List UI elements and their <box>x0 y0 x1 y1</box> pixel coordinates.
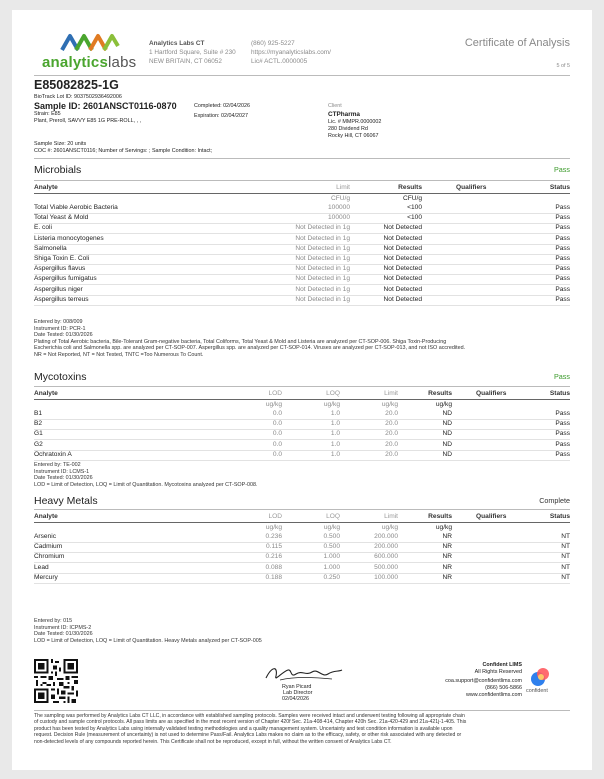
lab-website-link[interactable]: https://myanalyticslabs.com/ <box>251 49 331 56</box>
heavy-metals-unit-loq: ug/kg <box>323 524 340 531</box>
table-row-divider <box>34 542 570 543</box>
heavy-metal-analyte: Cadmium <box>34 543 63 551</box>
microbials-note: Escherichia coli and Salmonella spp. are analyzed per CT-SOP-007. Aspergillus spp. are analyzed per CT-SOP-014. Viruses are analyzed per CT-SOP-013, and not ISO accredited. <box>34 345 466 351</box>
mycotoxins-unit-results: ug/kg <box>435 401 452 408</box>
heavy-metal-analyte: Lead <box>34 563 49 571</box>
heavy-metal-limit: 100.000 <box>374 573 398 581</box>
microbials-unit-results: CFU/g <box>402 195 422 202</box>
mycotoxins-unit-lod: ug/kg <box>265 401 282 408</box>
table-row-divider <box>34 583 570 584</box>
mycotoxins-col-loq: LOQ <box>326 390 340 397</box>
table-row-divider <box>34 460 570 461</box>
microbials-col-qualifiers: Qualifiers <box>456 184 487 191</box>
lab-phone: (860) 925-5227 <box>251 40 295 47</box>
completed-date: Completed: 02/04/2026 <box>194 103 251 109</box>
table-row-divider <box>34 213 570 214</box>
microbials-header-rule <box>34 193 570 194</box>
coc-info: COC #: 2601ANSCT0116; Number of Servings: ; Sample Condition: Intact; <box>34 148 213 154</box>
client-address-line2: Rocky Hill, CT 06067 <box>328 133 379 139</box>
document-title: Certificate of Analysis <box>464 37 570 49</box>
table-row-divider <box>34 429 570 430</box>
confident-logo-text: confident <box>526 688 548 694</box>
microbial-limit: 100000 <box>327 214 350 222</box>
heavy-metals-col-qualifiers: Qualifiers <box>476 513 507 520</box>
header-divider <box>34 75 570 76</box>
lims-rights: All Rights Reserved <box>474 669 522 675</box>
microbial-result: Not Detected <box>383 285 422 293</box>
mycotoxin-analyte: B1 <box>34 410 43 417</box>
mycotoxin-limit: 20.0 <box>385 420 398 428</box>
heavy-metal-status: NT <box>561 543 570 551</box>
mycotoxins-note: Instrument ID: LCMS-1 <box>34 468 90 475</box>
lab-name: Analytics Labs CT <box>149 40 205 47</box>
heavy-metals-note: LOD = Limit of Detection, LOQ = Limit of Quantitation. Heavy Metals analyzed per CT-SOP-005 <box>34 637 262 644</box>
microbial-analyte: Aspergillus terreus <box>34 295 89 303</box>
microbials-note: Plating of Total Aerobic bacteria, Bile-Tolerant Gram-negative bacteria, Total Coliforms, Total Yeast & Mold and Listeria are analyzed per CT-SOP-006. Shiga Toxin-Producing <box>34 338 447 345</box>
mycotoxin-limit: 20.0 <box>385 450 398 458</box>
microbial-analyte: Listeria monocytogenes <box>34 234 104 242</box>
heavy-metal-status: NT <box>561 533 570 540</box>
heavy-metals-note: Instrument ID: ICPMS-2 <box>34 624 92 631</box>
mycotoxin-loq: 1.0 <box>330 420 340 428</box>
lab-address-line2: NEW BRITAIN, CT 06052 <box>149 58 222 65</box>
mycotoxin-analyte: B2 <box>34 420 43 428</box>
heavy-metals-note: Date Tested: 01/30/2026 <box>34 631 93 637</box>
mycotoxins-col-qualifiers: Qualifiers <box>476 390 507 397</box>
microbial-limit: Not Detected in 1g <box>295 224 350 232</box>
mycotoxins-title: Mycotoxins <box>34 371 87 383</box>
mycotoxins-header-rule <box>34 399 570 400</box>
footer-line: of custody and sample control protocols. All pass limits are as specified in the most recent version of Chapter 420f Sec. 21a-408-414, Chapter 420h Sec. 21a-420-429 and 21a-421j-1-405. This <box>34 719 467 726</box>
microbial-analyte: Aspergillus flavus <box>34 265 86 273</box>
mycotoxin-result: ND <box>442 430 452 438</box>
mycotoxins-col-lod: LOD <box>268 390 282 397</box>
mycotoxins-col-analyte: Analyte <box>34 390 58 397</box>
microbials-title-rule <box>34 180 570 181</box>
heavy-metal-result: NR <box>442 543 452 551</box>
microbials-unit-limit: CFU/g <box>330 195 350 202</box>
footer-line: request. Decision Rule (measurement of uncertainty) is not used to determine Pass/Fail. Analytics Labs makes no claim as to the efficacy, safety, or other risk associated with any detected or <box>34 732 462 739</box>
microbial-status: Pass <box>555 204 570 211</box>
microbial-analyte: Total Yeast & Mold <box>34 214 89 222</box>
mycotoxin-status: Pass <box>555 450 570 458</box>
mycotoxin-limit: 20.0 <box>385 430 398 438</box>
heavy-metal-loq: 0.500 <box>323 533 340 540</box>
sample-id-title: E85082825-1G <box>34 78 119 92</box>
heavy-metal-limit: 200.000 <box>374 533 398 540</box>
microbial-result: Not Detected <box>383 275 422 283</box>
mycotoxin-status: Pass <box>555 410 570 417</box>
table-row-divider <box>34 562 570 563</box>
heavy-metal-lod: 0.236 <box>265 533 282 540</box>
microbials-status-badge: Pass <box>554 165 570 174</box>
signature-image <box>262 662 346 684</box>
microbial-limit: Not Detected in 1g <box>295 275 350 283</box>
heavy-metal-result: NR <box>442 573 452 581</box>
coa-page <box>12 10 592 770</box>
mycotoxin-limit: 20.0 <box>385 410 398 417</box>
signer-title: Lab Director <box>283 690 313 696</box>
mycotoxin-analyte: G2 <box>34 440 43 448</box>
heavy-metals-unit-limit: ug/kg <box>381 524 398 531</box>
heavy-metal-analyte: Arsenic <box>34 533 56 540</box>
heavy-metal-loq: 0.500 <box>323 543 340 551</box>
table-row-divider <box>34 573 570 574</box>
lims-name: Confident LIMS <box>482 662 522 668</box>
mycotoxin-status: Pass <box>555 420 570 428</box>
microbial-analyte: Aspergillus niger <box>34 285 83 293</box>
microbial-result: Not Detected <box>383 244 422 252</box>
heavy-metal-loq: 1.000 <box>323 553 340 561</box>
heavy-metals-col-limit: Limit <box>384 513 398 520</box>
microbial-limit: Not Detected in 1g <box>295 244 350 252</box>
microbials-note: NR = Not Reported, NT = Not Tested, TNTC =Too Numerous To Count. <box>34 351 204 358</box>
mycotoxins-note: LOD = Limit of Detection, LOQ = Limit of Quantitation. Mycotoxins analyzed per CT-SOP-008. <box>34 481 258 488</box>
heavy-metals-col-analyte: Analyte <box>34 513 58 520</box>
heavy-metals-title: Heavy Metals <box>34 495 98 507</box>
microbial-analyte: E. coli <box>34 224 52 232</box>
mycotoxins-unit-limit: ug/kg <box>381 401 398 408</box>
heavy-metals-col-status: Status <box>549 513 570 520</box>
client-address-line1: 280 Dividend Rd <box>328 126 368 132</box>
microbials-col-status: Status <box>549 184 570 191</box>
mycotoxin-lod: 0.0 <box>272 450 282 458</box>
expiration-date: Expiration: 02/04/2027 <box>194 113 248 119</box>
heavy-metals-col-lod: LOD <box>268 513 282 520</box>
microbial-status: Pass <box>555 285 570 293</box>
table-row-divider <box>34 419 570 420</box>
mycotoxins-note: Entered by: TE-002 <box>34 462 81 468</box>
biotrack-lot-id: BioTrack Lot ID: 9037502936492006 <box>34 94 122 100</box>
heavy-metals-header-rule <box>34 522 570 523</box>
footer-line: non-detected levels of any compounds reported herein. This Certificate shall not be reproduced, except in full, without the written consent of Analytics Labs CT. <box>34 738 392 745</box>
microbials-note: Date Tested: 01/30/2026 <box>34 332 93 338</box>
microbial-limit: Not Detected in 1g <box>295 295 350 303</box>
mycotoxin-loq: 1.0 <box>330 450 340 458</box>
microbial-limit: 100000 <box>327 204 350 211</box>
mycotoxins-col-limit: Limit <box>384 390 398 397</box>
heavy-metal-result: NR <box>442 533 452 540</box>
microbial-status: Pass <box>555 295 570 303</box>
heavy-metal-loq: 1.000 <box>323 563 340 571</box>
footer-line: The sampling was performed by Analytics Labs CT LLC, in accordance with established sampling protocols. Samples were received intact and underwent testing following all appropriate chain <box>34 713 465 719</box>
lims-website-link[interactable]: www.confidentlims.com <box>465 692 522 698</box>
heavy-metals-status-badge: Complete <box>539 496 570 505</box>
microbial-result: Not Detected <box>383 224 422 232</box>
mycotoxin-analyte: G1 <box>34 430 43 438</box>
heavy-metal-result: NR <box>442 563 452 571</box>
mycotoxin-loq: 1.0 <box>330 440 340 448</box>
microbial-analyte: Aspergillus fumigatus <box>34 275 97 283</box>
table-row-divider <box>34 305 570 306</box>
table-row-divider <box>34 450 570 451</box>
analytics-labs-logo-mark <box>60 30 120 52</box>
microbial-result: Not Detected <box>383 234 422 242</box>
microbials-col-results: Results <box>398 184 422 191</box>
mycotoxin-loq: 1.0 <box>330 410 340 417</box>
microbial-status: Pass <box>555 244 570 252</box>
mycotoxins-title-rule <box>34 386 570 387</box>
product-description: Plant, Preroll, SAVVY E85 1G PRE-ROLL, , , <box>34 118 142 124</box>
heavy-metal-analyte: Chromium <box>34 553 65 561</box>
microbials-col-limit: Limit <box>336 184 350 191</box>
mycotoxin-status: Pass <box>555 440 570 448</box>
heavy-metals-unit-results: ug/kg <box>435 524 452 531</box>
microbial-status: Pass <box>555 234 570 242</box>
mycotoxins-note: Date Tested: 01/30/2026 <box>34 475 93 481</box>
mycotoxin-result: ND <box>442 420 452 428</box>
sample-size: Sample Size: 20 units <box>34 141 87 147</box>
heavy-metal-status: NT <box>561 563 570 571</box>
microbial-status: Pass <box>555 214 570 222</box>
table-row-divider <box>34 439 570 440</box>
microbial-result: <100 <box>407 214 422 222</box>
microbials-note: Entered by: 008/009 <box>34 319 83 325</box>
microbial-result: <100 <box>407 204 422 211</box>
microbial-result: Not Detected <box>383 265 422 273</box>
mycotoxin-lod: 0.0 <box>272 430 282 438</box>
mycotoxins-status-badge: Pass <box>554 372 570 381</box>
heavy-metal-lod: 0.188 <box>265 573 282 581</box>
heavy-metal-status: NT <box>561 553 570 561</box>
heavy-metal-result: NR <box>442 553 452 561</box>
mycotoxin-result: ND <box>442 440 452 448</box>
mycotoxin-lod: 0.0 <box>272 410 282 417</box>
microbial-result: Not Detected <box>383 255 422 262</box>
microbial-limit: Not Detected in 1g <box>295 255 350 262</box>
heavy-metal-lod: 0.088 <box>265 563 282 571</box>
microbial-status: Pass <box>555 265 570 273</box>
heavy-metals-unit-lod: ug/kg <box>265 524 282 531</box>
mycotoxin-result: ND <box>442 450 452 458</box>
mycotoxins-col-results: Results <box>428 390 452 397</box>
client-name: CTPharma <box>328 111 360 118</box>
microbial-limit: Not Detected in 1g <box>295 285 350 293</box>
heavy-metal-analyte: Mercury <box>34 573 58 581</box>
microbials-note: Instrument ID: PCR-1 <box>34 325 86 332</box>
mycotoxin-result: ND <box>442 410 452 417</box>
heavy-metals-col-loq: LOQ <box>326 513 340 520</box>
client-license: Lic. # MMPR.0000002 <box>328 119 382 125</box>
client-label: Client <box>328 103 342 109</box>
heavy-metal-limit: 500.000 <box>374 563 398 571</box>
heavy-metals-col-results: Results <box>428 513 452 520</box>
microbial-analyte: Total Viable Aerobic Bacteria <box>34 204 118 211</box>
microbials-col-analyte: Analyte <box>34 184 58 191</box>
qr-code-icon[interactable] <box>34 659 78 703</box>
mycotoxin-status: Pass <box>555 430 570 438</box>
microbial-status: Pass <box>555 224 570 232</box>
microbial-status: Pass <box>555 275 570 283</box>
heavy-metal-lod: 0.216 <box>265 553 282 561</box>
heavy-metal-limit: 200.000 <box>374 543 398 551</box>
lims-phone: (866) 506-5866 <box>485 685 522 691</box>
microbial-analyte: Shiga Toxin E. Coli <box>34 255 90 262</box>
signature-date: 02/04/2026 <box>282 696 309 702</box>
analytics-labs-logo-text: analyticslabs <box>42 54 137 71</box>
lims-email-link[interactable]: coa.support@confidentlims.com <box>445 678 522 684</box>
signer-name: Ryan Picard <box>282 684 312 690</box>
heavy-metal-loq: 0.250 <box>323 573 340 581</box>
mycotoxins-col-status: Status <box>549 390 570 397</box>
heavy-metals-title-rule <box>34 509 570 510</box>
footer-line: product has been tested by Analytics Labs using internally validated testing methodologies and a quality management system. Uncertainty and test condition information is available upon <box>34 725 453 732</box>
mycotoxin-loq: 1.0 <box>330 430 340 438</box>
mycotoxin-limit: 20.0 <box>385 440 398 448</box>
microbials-title: Microbials <box>34 164 82 176</box>
heavy-metal-lod: 0.115 <box>265 543 282 551</box>
heavy-metals-note: Entered by: 015 <box>34 618 73 624</box>
mycotoxin-analyte: Ochratoxin A <box>34 450 72 458</box>
microbial-limit: Not Detected in 1g <box>295 234 350 242</box>
mycotoxin-lod: 0.0 <box>272 440 282 448</box>
page-number: 5 of 5 <box>556 63 570 69</box>
microbial-limit: Not Detected in 1g <box>295 265 350 273</box>
heavy-metal-status: NT <box>561 573 570 581</box>
strain: Strain: E85 <box>34 111 61 117</box>
sample-divider <box>34 158 570 159</box>
lab-address-line1: 1 Hartford Square, Suite # 230 <box>149 49 236 56</box>
table-row-divider <box>34 552 570 553</box>
heavy-metal-limit: 600.000 <box>374 553 398 561</box>
sample-id: Sample ID: 2601ANSCT0116-0870 <box>34 101 177 111</box>
microbial-analyte: Salmonella <box>34 244 67 252</box>
microbial-result: Not Detected <box>383 295 422 303</box>
confident-logo-icon <box>530 667 550 687</box>
mycotoxin-lod: 0.0 <box>272 420 282 428</box>
lab-license: Lic# ACTL.0000005 <box>251 58 308 65</box>
footer-divider <box>34 710 570 711</box>
mycotoxins-unit-loq: ug/kg <box>323 401 340 408</box>
microbial-status: Pass <box>555 255 570 262</box>
